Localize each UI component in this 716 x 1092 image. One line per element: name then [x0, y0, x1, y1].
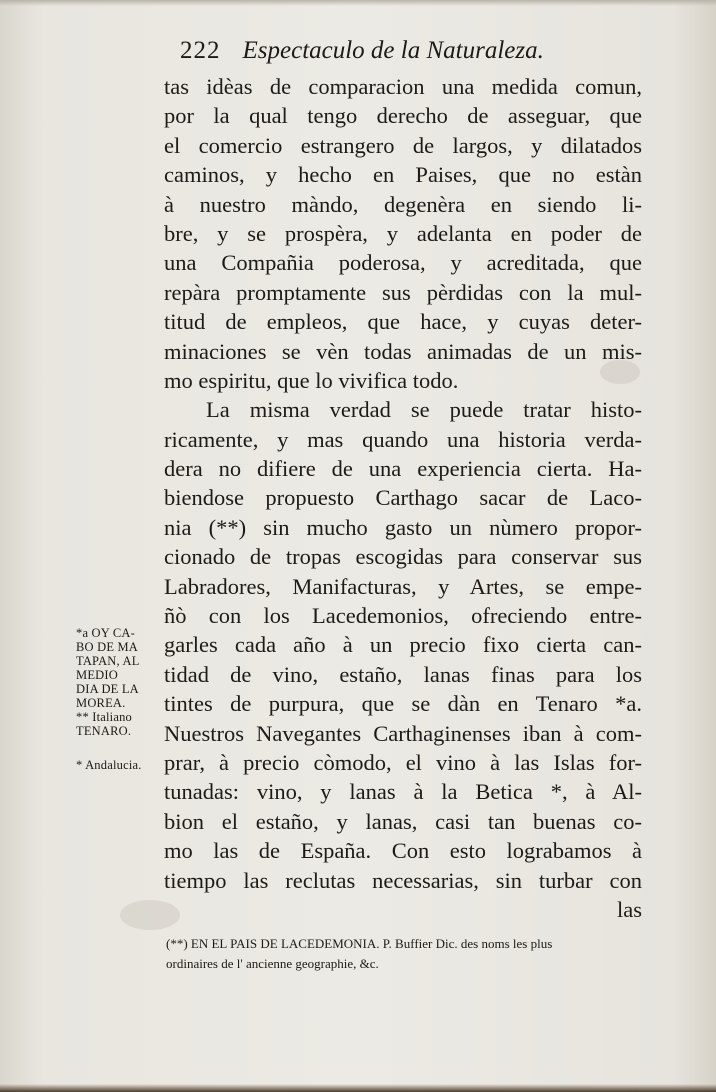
margin-note-line: *a OY CA- — [76, 626, 135, 640]
footnote-line: ordinaires de l' ancienne geographie, &c. — [166, 956, 379, 971]
margin-note-line: BO DE MA — [76, 640, 139, 654]
margin-note-line: ** Italiano — [76, 710, 133, 724]
catchword: las — [617, 896, 642, 922]
text-line: una Compañia poderosa, y acreditada, que — [164, 250, 642, 276]
margin-note-line: TAPAN, AL — [76, 654, 140, 668]
text-line: Nuestros Navegantes Carthaginenses iban à com- — [164, 720, 642, 746]
text-line: titud de empleos, que hace, y cuyas deter- — [164, 309, 642, 335]
text-line: à nuestro màndo, degenèra en siendo li- — [164, 191, 642, 217]
text-line: repàra promptamente sus pèrdidas con la mul- — [164, 279, 642, 305]
margin-note-line: TENARO. — [76, 724, 132, 738]
text-line: cionado de tropas escogidas para conservar sus — [164, 544, 642, 570]
margin-note-tenaro — [76, 626, 158, 738]
text-line: tunadas: vino, y lanas à la Betica *, à Al- — [164, 779, 642, 805]
footnote-line: (**) EN EL PAIS DE LACEDEMONIA. P. Buffier Dic. des noms les plus — [166, 936, 553, 951]
text-line: bre, y se prospèra, y adelanta en poder de — [164, 220, 642, 246]
text-line: tidad de vino, estaño, lanas finas para los — [164, 661, 642, 687]
paragraph-end-line: mo espiritu, que lo vivifica todo. — [164, 367, 459, 393]
text-line: biendose propuesto Carthago sacar de Laco- — [164, 485, 642, 511]
text-line: tintes de purpura, que se dàn en Tenaro *a. — [164, 691, 642, 717]
text-line: tiempo las reclutas necessarias, sin turbar con — [164, 867, 642, 893]
text-line: garles cada año à un precio fixo cierta can- — [164, 632, 642, 658]
margin-note-line: * Andalucia. — [76, 758, 142, 772]
margin-note-line: MOREA. — [76, 696, 126, 710]
margin-notes — [76, 626, 158, 772]
text-line: dera no difiere de una experiencia cierta. Ha- — [164, 456, 642, 482]
text-line: el comercio estrangero de largos, y dilatados — [164, 132, 642, 158]
text-line: prar, à precio còmodo, el vino à las Islas for- — [164, 749, 642, 775]
text-line: tas idèas de comparacion una medida comun, — [164, 74, 642, 99]
margin-note-line: MEDIO — [76, 668, 118, 682]
page-number: 222 — [180, 37, 221, 64]
page-top-shadow — [0, 0, 716, 6]
text-line: por la qual tengo derecho de asseguar, que — [164, 103, 642, 129]
text-line: Labradores, Manifacturas, y Artes, se empe- — [164, 573, 642, 599]
text-line: bion el estaño, y lanas, casi tan buenas co- — [164, 808, 642, 834]
text-line: nia (**) sin mucho gasto un nùmero propor- — [164, 514, 642, 540]
text-line: ñò con los Lacedemonios, ofreciendo entre- — [164, 603, 642, 629]
page-bottom-shadow — [0, 1084, 716, 1092]
text-line: ricamente, y mas quando una historia verda- — [164, 426, 642, 452]
text-line: mo las de España. Con esto lograbamos à — [164, 838, 642, 864]
text-line: caminos, y hecho en Paises, que no estàn — [164, 162, 642, 188]
body-text — [164, 72, 642, 924]
running-title: Espectaculo de la Naturaleza. — [242, 37, 544, 64]
running-head — [180, 34, 600, 68]
footnote — [166, 934, 646, 974]
text-line: minaciones se vèn todas animadas de un mis- — [164, 338, 642, 364]
margin-note-andalucia — [76, 758, 158, 772]
paragraph-start-line: La misma verdad se puede tratar histo- — [206, 397, 642, 423]
margin-note-line: DIA DE LA — [76, 682, 139, 696]
